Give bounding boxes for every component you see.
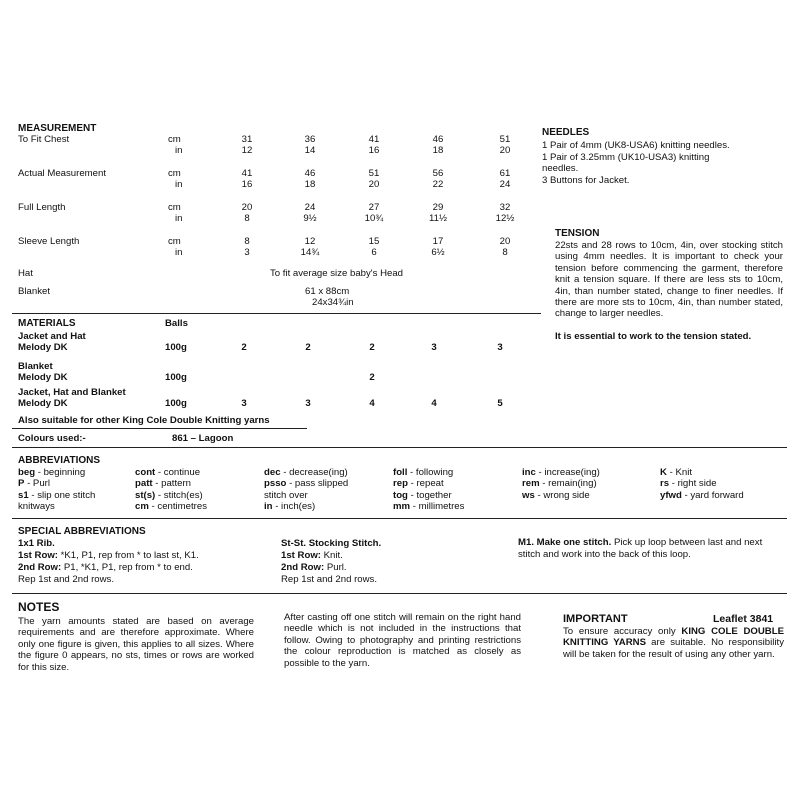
abbreviation-item: rem - remain(ing) xyxy=(522,478,597,490)
material-yarn: Melody DK xyxy=(18,398,68,409)
abbreviation-item: patt - pattern xyxy=(135,478,191,490)
measurement-in-value: 12 xyxy=(241,145,253,156)
measurement-cm-value: 51 xyxy=(368,168,380,179)
measurement-cm-value: 31 xyxy=(241,134,253,145)
needles-heading: NEEDLES xyxy=(542,127,590,138)
needles-line-3: needles. xyxy=(542,163,579,174)
material-weight: 100g xyxy=(165,372,187,383)
abbreviation-item: st(s) - stitch(es) xyxy=(135,489,203,501)
divider xyxy=(12,313,541,314)
hat-label: Hat xyxy=(18,268,33,279)
rib-repeat: Rep 1st and 2nd rows. xyxy=(18,574,114,585)
divider xyxy=(12,518,787,519)
measurement-in-value: 8 xyxy=(502,247,508,258)
measurement-cm-value: 12 xyxy=(304,236,316,247)
measurement-in-value: 8 xyxy=(244,213,250,224)
measurement-in-value: 12½ xyxy=(495,213,515,224)
notes-column-1: The yarn amounts stated are based on average requirements and are therefore approximate. Where only one figure is given, this applies to all sizes. Where the figure 0 appears, no sts, times or rows are worked for this size. xyxy=(18,616,254,673)
measurement-cm-value: 27 xyxy=(368,202,380,213)
material-balls-value: 2 xyxy=(305,342,311,353)
material-balls-value: 4 xyxy=(431,398,437,409)
unit-cm: cm xyxy=(168,202,181,213)
divider xyxy=(12,428,307,429)
measurement-in-value: 18 xyxy=(304,179,316,190)
colours-label: Colours used:- xyxy=(18,433,86,444)
stocking-row-1: 1st Row: Knit. xyxy=(281,550,343,561)
material-weight: 100g xyxy=(165,342,187,353)
abbreviation-item: s1 - slip one stitch xyxy=(18,489,96,501)
stocking-row-2: 2nd Row: Purl. xyxy=(281,562,347,573)
abbreviation-item: in - inch(es) xyxy=(264,501,316,513)
special-abbreviations-heading: SPECIAL ABBREVIATIONS xyxy=(18,526,146,537)
measurement-cm-value: 8 xyxy=(244,236,250,247)
abbreviation-item: foll - following xyxy=(393,467,454,478)
measurement-in-value: 22 xyxy=(432,179,444,190)
tension-heading: TENSION xyxy=(555,228,600,239)
material-balls-value: 2 xyxy=(241,342,247,353)
material-balls-value: 4 xyxy=(369,398,375,409)
material-name: Blanket xyxy=(18,361,53,372)
unit-in: in xyxy=(175,145,183,156)
measurement-in-value: 20 xyxy=(368,179,380,190)
measurement-in-value: 3 xyxy=(244,247,250,258)
abbreviations-heading: ABBREVIATIONS xyxy=(18,455,101,466)
measurement-cm-value: 51 xyxy=(499,134,511,145)
measurement-cm-value: 32 xyxy=(499,202,511,213)
measurement-cm-value: 46 xyxy=(432,134,444,145)
abbreviation-item: rep - repeat xyxy=(393,478,444,490)
blanket-in: 24x34¾in xyxy=(312,297,354,308)
blanket-label: Blanket xyxy=(18,286,50,297)
measurement-in-value: 6½ xyxy=(431,247,445,258)
measurement-in-value: 9½ xyxy=(303,213,317,224)
measurement-row-label: To Fit Chest xyxy=(18,134,70,145)
material-balls-value: 5 xyxy=(497,398,503,409)
make-one-stitch: M1. Make one stitch. Pick up loop between last and next stitch and work into the back of this loop. xyxy=(518,537,763,560)
needles-line-4: 3 Buttons for Jacket. xyxy=(542,175,630,186)
measurement-heading: MEASUREMENT xyxy=(18,123,97,134)
measurement-row-label: Full Length xyxy=(18,202,66,213)
needles-line-2: 1 Pair of 3.25mm (UK10-USA3) knitting xyxy=(542,152,710,163)
material-balls-value: 3 xyxy=(305,398,311,409)
measurement-row-label: Sleeve Length xyxy=(18,236,80,247)
material-balls-value: 2 xyxy=(369,372,375,383)
material-yarn: Melody DK xyxy=(18,372,68,383)
important-heading: IMPORTANT xyxy=(563,613,628,625)
material-name: Jacket and Hat xyxy=(18,331,86,342)
abbreviation-item: cont - continue xyxy=(135,467,201,478)
measurement-cm-value: 24 xyxy=(304,202,316,213)
measurement-in-value: 14¾ xyxy=(300,247,320,258)
abbreviation-item: cm - centimetres xyxy=(135,501,207,513)
material-balls-value: 3 xyxy=(431,342,437,353)
material-balls-value: 2 xyxy=(369,342,375,353)
rib-row-2: 2nd Row: P1, *K1, P1, rep from * to end. xyxy=(18,562,193,573)
abbreviation-item: knitways xyxy=(18,501,55,513)
tension-text: 22sts and 28 rows to 10cm, 4in, over stocking stitch using 4mm needles. It is important to check your tension before commencing the garment, therefore knit a tension square. If there are less sts to 10cm, 4in, than number stated, change to finer needles. If there are more sts to 10cm, 4in, than number stated, change to larger needles. xyxy=(555,240,783,320)
material-balls-value: 3 xyxy=(497,342,503,353)
abbreviation-item: tog - together xyxy=(393,489,452,501)
notes-heading: NOTES xyxy=(18,600,60,614)
unit-cm: cm xyxy=(168,168,181,179)
measurement-in-value: 18 xyxy=(432,145,444,156)
abbreviation-item: mm - millimetres xyxy=(393,501,465,513)
measurement-cm-value: 20 xyxy=(241,202,253,213)
unit-in: in xyxy=(175,179,183,190)
balls-label: Balls xyxy=(165,318,188,329)
notes-column-2: After casting off one stitch will remain on the right hand needle which is not included in the instructions that follow. Owing to photography and printing restrictions the colour reproduction is matched as closely as possible to the yarn. xyxy=(284,612,521,669)
hat-value: To fit average size baby's Head xyxy=(270,268,404,279)
measurement-cm-value: 56 xyxy=(432,168,444,179)
abbreviation-item: stitch over xyxy=(264,489,308,501)
divider xyxy=(12,447,787,448)
measurement-cm-value: 15 xyxy=(368,236,380,247)
leaflet-number: Leaflet 3841 xyxy=(713,613,774,625)
stocking-stitch-title: St-St. Stocking Stitch. xyxy=(281,538,382,549)
important-text: To ensure accuracy only KING COLE DOUBLE KNITTING YARNS are suitable. No responsibility will be taken for the result of using any other yarn. xyxy=(563,626,784,660)
unit-in: in xyxy=(175,247,183,258)
abbreviation-item: inc - increase(ing) xyxy=(522,467,600,478)
measurement-in-value: 14 xyxy=(304,145,316,156)
abbreviation-item: yfwd - yard forward xyxy=(660,489,744,501)
also-suitable: Also suitable for other King Cole Double Knitting yarns xyxy=(18,415,270,426)
abbreviation-item: psso - pass slipped xyxy=(264,478,349,490)
materials-heading: MATERIALS xyxy=(18,318,76,329)
abbreviation-item: rs - right side xyxy=(660,478,717,490)
abbreviation-item: dec - decrease(ing) xyxy=(264,467,348,478)
abbreviation-item: P - Purl xyxy=(18,478,50,490)
material-name: Jacket, Hat and Blanket xyxy=(18,387,126,398)
measurement-in-value: 20 xyxy=(499,145,511,156)
measurement-in-value: 24 xyxy=(499,179,511,190)
measurement-in-value: 16 xyxy=(368,145,380,156)
abbreviation-item: ws - wrong side xyxy=(522,489,590,501)
measurement-row-label: Actual Measurement xyxy=(18,168,106,179)
blanket-cm: 61 x 88cm xyxy=(305,286,350,297)
stocking-repeat: Rep 1st and 2nd rows. xyxy=(281,574,377,585)
divider xyxy=(12,593,787,594)
measurement-cm-value: 17 xyxy=(432,236,444,247)
measurement-in-value: 6 xyxy=(371,247,377,258)
measurement-cm-value: 41 xyxy=(368,134,380,145)
measurement-cm-value: 61 xyxy=(499,168,511,179)
measurement-cm-value: 20 xyxy=(499,236,511,247)
abbreviation-item: beg - beginning xyxy=(18,467,86,478)
unit-in: in xyxy=(175,213,183,224)
measurement-in-value: 10¾ xyxy=(364,213,384,224)
colours-value: 861 – Lagoon xyxy=(172,433,234,444)
material-yarn: Melody DK xyxy=(18,342,68,353)
unit-cm: cm xyxy=(168,236,181,247)
material-balls-value: 3 xyxy=(241,398,247,409)
rib-row-1: 1st Row: *K1, P1, rep from * to last st, K1. xyxy=(18,550,199,561)
rib-title: 1x1 Rib. xyxy=(18,538,55,549)
unit-cm: cm xyxy=(168,134,181,145)
measurement-in-value: 16 xyxy=(241,179,253,190)
measurement-cm-value: 46 xyxy=(304,168,316,179)
abbreviation-item: K - Knit xyxy=(660,467,692,478)
measurement-cm-value: 41 xyxy=(241,168,253,179)
measurement-cm-value: 36 xyxy=(304,134,316,145)
tension-bold-text: It is essential to work to the tension stated. xyxy=(555,331,752,342)
needles-line-1: 1 Pair of 4mm (UK8-USA6) knitting needles. xyxy=(542,140,730,151)
measurement-in-value: 11½ xyxy=(429,213,447,224)
material-weight: 100g xyxy=(165,398,187,409)
measurement-cm-value: 29 xyxy=(432,202,444,213)
